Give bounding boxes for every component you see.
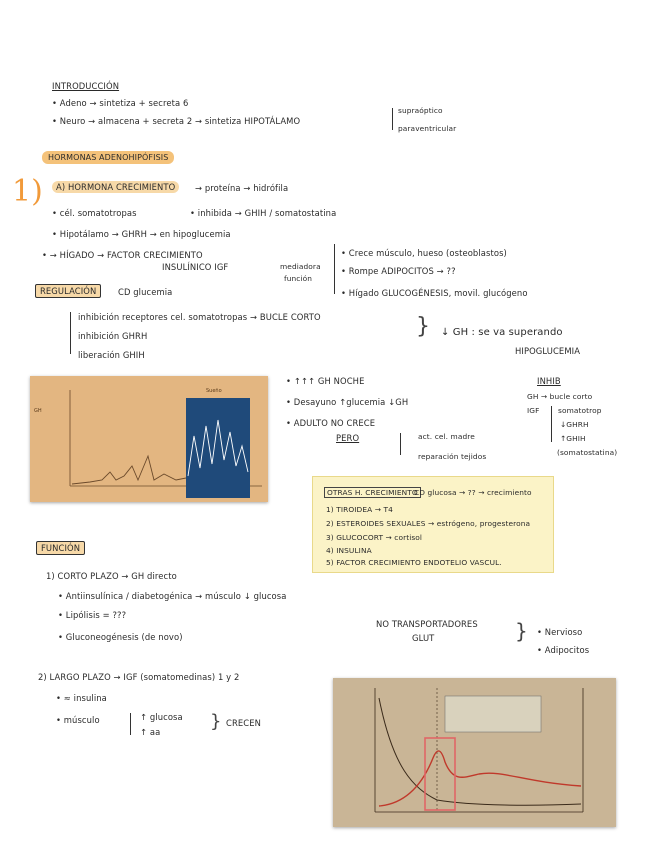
funcion-largo: 2) LARGO PLAZO → IGF (somatomedinas) 1 y 2 (38, 672, 240, 682)
chart1-night-label: Sueño (206, 388, 222, 394)
section-title-hormonas: HORMONAS ADENOHIPÓFISIS (42, 151, 174, 164)
chart1-ylabel: GH (34, 408, 42, 414)
note-reparacion: reparación tejidos (418, 452, 487, 461)
note-act-cel: act. cel. madre (418, 432, 475, 441)
funcion-adipocitos: • Adipocitos (537, 645, 590, 655)
gh-crece: • Crece músculo, hueso (osteoblastos) (341, 248, 507, 258)
intro-neuro: • Neuro → almacena + secreta 2 → sintetiza HIPOTÁLAMO (52, 116, 301, 126)
gh-higado: • → HÍGADO → FACTOR CRECIMIENTO (42, 250, 203, 260)
intro-adeno: • Adeno → sintetiza + secreta 6 (52, 98, 189, 108)
regulacion-sub: CD glucemia (118, 287, 173, 297)
note-gh-noche: • ↑↑↑ GH NOCHE (286, 376, 365, 386)
note-box-item-5: 5) FACTOR CRECIMIENTO ENDOTELIO VASCUL. (326, 558, 502, 567)
note-box-item-4: 4) INSULINA (326, 546, 372, 555)
gh-cel: • cél. somatotropas (52, 208, 137, 218)
note-box-item-1: 1) TIROIDEA → T4 (326, 505, 393, 514)
funcion-crecen: CRECEN (226, 718, 261, 728)
gh-inhibida: • inhibida → GHIH / somatostatina (190, 208, 337, 218)
gh-higado-func: • Hígado GLUCOGÉNESIS, movil. glucógeno (341, 288, 528, 298)
funcion-glucosa: ↑ glucosa (140, 712, 183, 722)
funcion-aa: ↑ aa (140, 727, 161, 737)
gh-title: A) HORMONA CRECIMIENTO (52, 181, 179, 193)
note-box-item-3: 3) GLUCOCORT → cortisol (326, 533, 423, 542)
gh-hipotalamo: • Hipotálamo → GHRH → en hipoglucemia (52, 229, 231, 239)
funcion-anti: • Antiinsulínica / diabetogénica → músculo ↓ glucosa (58, 591, 287, 601)
note-adulto: • ADULTO NO CRECE (286, 418, 376, 428)
funcion-lipolisis: • Lipólisis = ??? (58, 610, 127, 620)
igf-chart (333, 678, 616, 827)
regulacion-bracket (70, 312, 71, 354)
funcion-corto: 1) CORTO PLAZO → GH directo (46, 571, 177, 581)
inhib-somatotrop: somatotrop (558, 406, 602, 415)
note-box-title: OTRAS H. CRECIMIENTO (324, 487, 421, 498)
funcion-title: FUNCIÓN (36, 541, 85, 555)
inhib-ghih: ↑GHIH (560, 434, 586, 443)
inhib-igf: IGF (527, 406, 540, 415)
gh-daily-chart-image (30, 376, 268, 502)
intro-supraoptico: supraóptico (398, 106, 443, 115)
gh-daily-chart (30, 376, 268, 502)
inhib-ghrh: ↓GHRH (560, 420, 589, 429)
funcion-no-transportadores: NO TRANSPORTADORES (376, 619, 478, 629)
chart2-highlight-box (425, 738, 455, 810)
funcion-nervioso: • Nervioso (537, 627, 583, 637)
intro-title: INTRODUCCIÓN (52, 81, 120, 91)
intro-paraventricular: paraventricular (398, 124, 457, 133)
inhib-title: INHIB (537, 376, 561, 386)
inhib-somatostatina: (somatostatina) (557, 448, 618, 457)
inhib-gh: GH → bucle corto (527, 392, 593, 401)
regulacion-right: ↓ GH : se va superando (441, 327, 563, 338)
regulacion-l2: inhibición GHRH (78, 331, 148, 341)
regulacion-title: REGULACIÓN (35, 284, 101, 298)
regulacion-l3: liberación GHIH (78, 350, 145, 360)
gh-title-rest: → proteína → hidrófila (195, 183, 289, 193)
funcion-glut: GLUT (412, 633, 435, 643)
note-box-title2: CD glucosa → ?? → crecimiento (414, 488, 532, 497)
funcion-insulina: • ≈ insulina (56, 693, 107, 703)
gh-brace (334, 244, 335, 294)
funcion-gluconeo: • Gluconeogénesis (de novo) (58, 632, 183, 642)
section-number-1: 1) (12, 174, 43, 209)
gh-funcion: función (284, 274, 312, 283)
note-bracket (400, 433, 401, 455)
inhib-bracket (551, 406, 552, 442)
note-desayuno: • Desayuno ↑glucemia ↓GH (286, 397, 409, 407)
gh-rompe: • Rompe ADIPOCITOS → ?? (341, 266, 456, 276)
funcion-bracket (130, 713, 131, 735)
regulacion-l1: inhibición receptores cel. somatotropas → BUCLE CORTO (78, 312, 321, 322)
gh-igf: INSULÍNICO IGF (162, 262, 229, 272)
night-band (186, 398, 250, 498)
funcion-brace-glyph: } (515, 619, 528, 643)
note-pero: PERO (336, 433, 360, 443)
regulacion-right2: HIPOGLUCEMIA (515, 346, 581, 356)
gh-mediadora: mediadora (280, 262, 321, 271)
intro-brace (392, 108, 393, 130)
note-box-item-2: 2) ESTEROIDES SEXUALES → estrógeno, progesterona (326, 519, 531, 528)
regulacion-brace-glyph: } (416, 314, 431, 339)
funcion-brace-glyph-2: } (210, 711, 222, 732)
igf-chart-image (333, 678, 616, 827)
chart2-legend-box (445, 696, 541, 732)
funcion-musculo: • músculo (56, 715, 100, 725)
